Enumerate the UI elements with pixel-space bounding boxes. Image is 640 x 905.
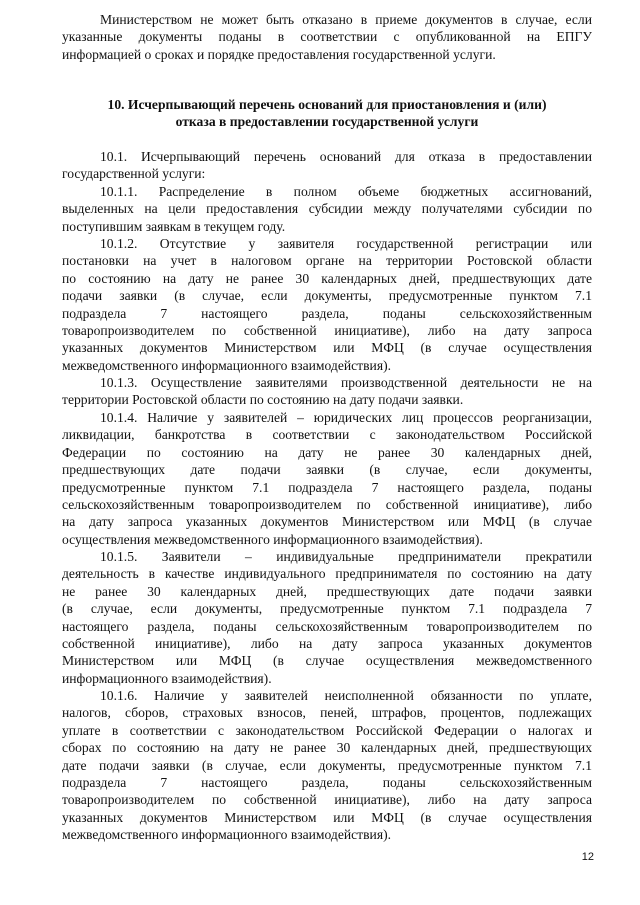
text-line: 10.1.1. Распределение в полном объеме бюджетных ассигнований, <box>100 184 592 199</box>
text-line: настоящего раздела, поданы сельскохозяйственным товаропроизводителем по <box>62 618 592 634</box>
text-line: подраздела 7 настоящего раздела, поданы сельскохозяйственным <box>62 305 592 321</box>
text-line: Министерством или МФЦ (в случае осуществления межведомственного <box>62 653 592 669</box>
text-line: осуществления межведомственного информационного взаимодействия). <box>62 531 483 547</box>
text-line: налогов, сборов, страховых взносов, пеней, штрафов, процентов, подлежащих <box>62 705 592 721</box>
heading-line: отказа в предоставлении государственной услуги <box>175 114 479 130</box>
clause-10-1-2 <box>62 235 592 374</box>
text-line: межведомственного информационного взаимодействия). <box>62 827 391 843</box>
text-line: товаропроизводителем по собственной инициативе), либо на дату запроса <box>62 323 592 339</box>
text-line: подачи заявки (в случае, если документы, предусмотренные пунктом 7.1 <box>62 288 592 304</box>
clause-10-1-3 <box>62 374 592 409</box>
text-line: информацией о сроках и порядке предоставления государственной услуги. <box>62 46 496 62</box>
text-line: 10.1.5. Заявители – индивидуальные предприниматели прекратили <box>100 549 592 564</box>
text-line: выделенных на цели предоставления субсидии между получателями субсидии по <box>62 201 592 217</box>
text-line: собственной инициативе), либо на дату запроса указанных документов <box>62 636 592 652</box>
text-line: информационного взаимодействия). <box>62 670 272 686</box>
text-line: товаропроизводителем по собственной инициативе), либо на дату запроса <box>62 792 592 808</box>
text-line: предшествующих дате подачи заявки (в случае, если документы, <box>62 462 592 478</box>
text-line: 10.1.3. Осуществление заявителями производственной деятельности не на <box>100 375 592 390</box>
text-line: постановки на учет в налоговом органе на территории Ростовской области <box>62 253 592 269</box>
text-line: уплате в соответствии с законодательством Российской Федерации о налогах и <box>62 722 592 738</box>
text-line: указанные документы поданы в соответствии с опубликованной на ЕПГУ <box>62 29 592 45</box>
clause-10-1 <box>62 148 592 183</box>
text-line: сборах по состоянию на дату не ранее 30 календарных дней, предшествующих <box>62 740 592 756</box>
text-line: Министерством не может быть отказано в приеме документов в случае, если <box>100 12 592 27</box>
heading-line: 10. Исчерпывающий перечень оснований для приостановления и (или) <box>107 97 547 112</box>
text-line: территории Ростовской области по состоянию на дату подачи заявки. <box>62 392 464 408</box>
text-line: указанных документов Министерством или МФЦ (в случае осуществления <box>62 809 592 825</box>
text-line: межведомственного информационного взаимодействия). <box>62 357 391 373</box>
intro-paragraph <box>62 11 592 63</box>
text-line: сельскохозяйственным товаропроизводителем по собственной инициативе), либо <box>62 497 592 513</box>
text-line: указанных документов Министерством или МФЦ (в случае осуществления <box>62 340 592 356</box>
text-line: деятельность в качестве индивидуального предпринимателя по состоянию на дату <box>62 566 592 582</box>
clause-10-1-6 <box>62 687 592 844</box>
text-line: 10.1.4. Наличие у заявителей – юридических лиц процессов реорганизации, <box>100 410 592 425</box>
clause-10-1-4 <box>62 409 592 548</box>
text-line: (в случае, если документы, предусмотренные пунктом 7.1 подраздела 7 <box>62 601 592 617</box>
text-line: ликвидации, банкротства в соответствии с законодательством Российской <box>62 427 592 443</box>
text-line: по состоянию на дату не ранее 30 календарных дней, предшествующих дате <box>62 270 592 286</box>
clause-10-1-1 <box>62 183 592 235</box>
text-line: государственной услуги: <box>62 166 206 182</box>
text-line: 10.1.2. Отсутствие у заявителя государственной регистрации или <box>100 236 592 251</box>
text-line: 10.1. Исчерпывающий перечень оснований для отказа в предоставлении <box>100 149 592 164</box>
text-line: предусмотренные пунктом 7.1 подраздела 7 настоящего раздела, поданы <box>62 479 592 495</box>
text-line: 10.1.6. Наличие у заявителей неисполненной обязанности по уплате, <box>100 688 592 703</box>
text-line: не ранее 30 календарных дней, предшествующих дате подачи заявки <box>62 583 592 599</box>
text-line: дате подачи заявки (в случае, если документы, предусмотренные пунктом 7.1 <box>62 757 592 773</box>
section-heading <box>62 96 592 131</box>
text-line: на дату запроса указанных документов Министерством или МФЦ (в случае <box>62 514 592 530</box>
text-line: Федерации по состоянию на дату не ранее 30 календарных дней, <box>62 444 592 460</box>
page-number: 12 <box>581 851 594 863</box>
text-line: подраздела 7 настоящего раздела, поданы сельскохозяйственным <box>62 775 592 791</box>
text-line: поступившим заявкам в текущем году. <box>62 218 286 234</box>
clause-10-1-5 <box>62 548 592 687</box>
